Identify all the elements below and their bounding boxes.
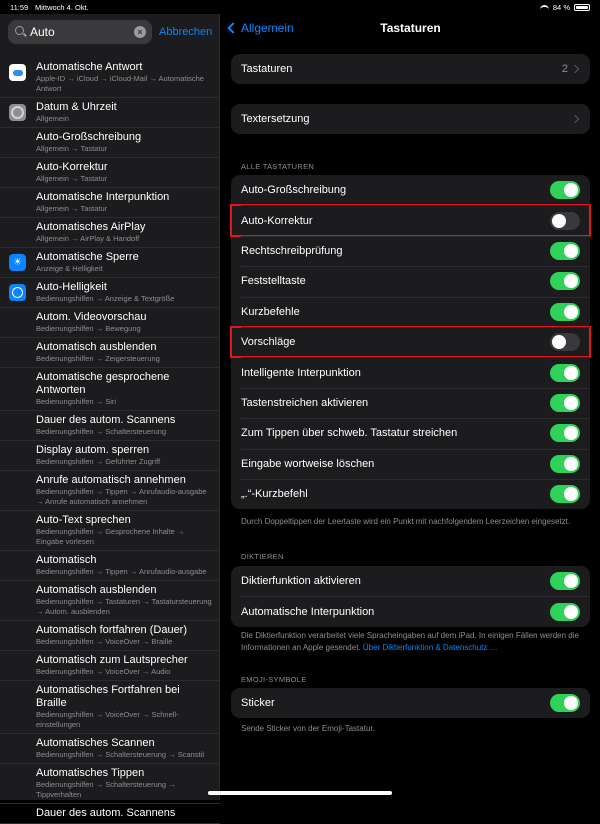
toggle-knob xyxy=(564,696,578,710)
setting-label: Kurzbefehle xyxy=(241,305,300,318)
text-replacement-row[interactable] xyxy=(231,104,590,134)
emoji-group xyxy=(231,688,590,718)
icloud-icon xyxy=(9,64,26,81)
search-result-title: Automatisches AirPlay xyxy=(36,221,146,233)
search-result-item[interactable] xyxy=(0,471,220,511)
toggle-switch[interactable] xyxy=(550,364,580,382)
setting-label: Rechtschreibprüfung xyxy=(241,244,343,257)
search-result-path: Allgemein → AirPlay & Handoff xyxy=(36,234,140,243)
setting-label: Eingabe wortweise löschen xyxy=(241,457,375,470)
toggle-switch[interactable] xyxy=(550,485,580,503)
search-result-title: Automatische Antwort xyxy=(36,61,143,73)
search-result-title: Automatisch fortfahren (Dauer) xyxy=(36,624,188,636)
search-result-title: Automatisches Fortfahren bei Braille xyxy=(36,684,180,709)
toggle-switch[interactable] xyxy=(550,424,580,442)
search-input[interactable] xyxy=(30,25,125,39)
text-replacement-label: Textersetzung xyxy=(241,113,310,126)
search-result-path: Bedienungshilfen → Siri xyxy=(36,397,117,406)
search-result-item[interactable] xyxy=(0,368,220,411)
replacement-group xyxy=(231,104,590,134)
battery-fill xyxy=(576,6,588,9)
search-result-item[interactable] xyxy=(0,308,220,338)
all-keyboards-footer: Durch Doppeltippen der Leertaste wird ein Punkt mit nachfolgendem Leerzeichen eingesetzt. xyxy=(241,517,571,526)
status-bar xyxy=(0,0,600,14)
keyboards-panel xyxy=(221,14,600,800)
keyboards-row[interactable] xyxy=(231,54,590,84)
search-result-title: Automatische Interpunktion xyxy=(36,191,170,203)
setting-row xyxy=(231,236,590,266)
search-result-path: Apple-ID → iCloud → iCloud-Mail → Automatische Antwort xyxy=(36,74,204,93)
search-result-item[interactable] xyxy=(0,218,220,248)
search-result-title: Automatisch zum Lautsprecher xyxy=(36,654,188,666)
search-result-path: Bedienungshilfen → Tastaturen → Tastatursteuerung → Autom. ausblenden xyxy=(36,597,212,616)
search-result-title: Auto-Korrektur xyxy=(36,161,108,173)
search-result-title: Automatisches Tippen xyxy=(36,767,145,779)
search-result-title: Autom. Videovorschau xyxy=(36,311,147,323)
dictation-group xyxy=(231,566,590,627)
gear-icon xyxy=(9,104,26,121)
search-result-path: Bedienungshilfen → Geführter Zugriff xyxy=(36,457,161,466)
chevron-right-icon xyxy=(571,65,579,73)
search-result-item[interactable] xyxy=(0,651,220,681)
setting-label: Diktierfunktion aktivieren xyxy=(241,575,361,588)
search-result-path: Anzeige & Helligkeit xyxy=(36,264,103,273)
toggle-knob xyxy=(564,457,578,471)
toggle-knob xyxy=(564,396,578,410)
search-result-path: Bedienungshilfen → Zeigersteuerung xyxy=(36,354,160,363)
setting-label: Auto-Korrektur xyxy=(241,214,313,227)
setting-label: Auto-Großschreibung xyxy=(241,184,347,197)
setting-label: „.“-Kurzbefehl xyxy=(241,488,308,501)
search-result-path: Bedienungshilfen → VoiceOver → Braille xyxy=(36,637,173,646)
page-title: Tastaturen xyxy=(380,21,441,35)
search-result-path: Bedienungshilfen → VoiceOver → Schnell-einstellungen xyxy=(36,710,179,729)
search-result-item[interactable] xyxy=(0,551,220,581)
toggle-knob xyxy=(564,487,578,501)
toggle-knob xyxy=(564,574,578,588)
setting-row xyxy=(231,327,590,357)
search-result-path: Bedienungshilfen → Tippen → Anrufaudio-ausgabe xyxy=(36,567,207,576)
search-result-title: Display autom. sperren xyxy=(36,444,150,456)
search-result-title: Dauer des autom. Scannens xyxy=(36,414,176,426)
search-result-title: Automatische Sperre xyxy=(36,251,139,263)
search-result-path: Allgemein → Tastatur xyxy=(36,204,108,213)
nav-bar xyxy=(221,14,600,44)
search-result-title: Automatische gesprochene Antworten xyxy=(36,371,170,396)
search-result-item[interactable] xyxy=(0,338,220,368)
settings-sidebar xyxy=(0,14,220,819)
setting-row xyxy=(231,688,590,718)
toggle-switch[interactable] xyxy=(550,394,580,412)
setting-label: Vorschläge xyxy=(241,336,296,349)
keyboards-group xyxy=(231,54,590,84)
search-result-title: Dauer des autom. Scannens xyxy=(36,807,176,819)
setting-row xyxy=(231,449,590,479)
setting-row xyxy=(231,418,590,448)
setting-label: Feststelltaste xyxy=(241,275,306,288)
search-icon xyxy=(15,26,24,35)
setting-label: Automatische Interpunktion xyxy=(241,605,375,618)
chevron-right-icon xyxy=(571,115,579,123)
toggle-switch[interactable] xyxy=(550,603,580,621)
search-result-item[interactable] xyxy=(0,734,220,764)
setting-row xyxy=(231,596,590,626)
status-right xyxy=(540,3,590,12)
search-result-title: Automatisch xyxy=(36,554,97,566)
toggle-switch[interactable] xyxy=(550,694,580,712)
all-keyboards-header: ALLE TASTATUREN xyxy=(241,162,315,171)
search-result-path: Allgemein xyxy=(36,114,69,123)
setting-label: Intelligente Interpunktion xyxy=(241,366,361,379)
search-result-title: Auto-Helligkeit xyxy=(36,281,107,293)
toggle-switch[interactable] xyxy=(550,303,580,321)
setting-row xyxy=(231,205,590,235)
toggle-knob xyxy=(564,274,578,288)
accessibility-icon xyxy=(9,284,26,301)
search-field[interactable] xyxy=(8,20,152,44)
search-result-item[interactable] xyxy=(0,681,220,734)
toggle-knob xyxy=(552,214,566,228)
setting-row xyxy=(231,388,590,418)
setting-row xyxy=(231,175,590,205)
search-result-item[interactable] xyxy=(0,158,220,188)
setting-row xyxy=(231,297,590,327)
sun-icon: ☀ xyxy=(9,254,26,271)
search-result-path: Bedienungshilfen → VoiceOver → Audio xyxy=(36,667,171,676)
battery-icon xyxy=(574,4,590,11)
search-result-item[interactable] xyxy=(0,58,220,98)
keyboards-count: 2 xyxy=(561,63,568,76)
search-result-item[interactable] xyxy=(0,188,220,218)
search-result-path: Bedienungshilfen → Schaltersteuerung xyxy=(36,427,167,436)
search-result-path: Bedienungshilfen → Schaltersteuerung → Tippverhalten xyxy=(36,780,176,799)
search-result-path: Bedienungshilfen → Tippen → Anrufaudio-ausgabe → Anrufe automatisch annehmen xyxy=(36,487,207,506)
search-result-path: Allgemein → Tastatur xyxy=(36,174,108,183)
status-time: 11:59 xyxy=(10,3,29,12)
search-result-title: Auto-Großschreibung xyxy=(36,131,142,143)
search-result-item[interactable] xyxy=(0,581,220,621)
setting-label: Zum Tippen über schweb. Tastatur streichen xyxy=(241,427,458,440)
dictation-header: DIKTIEREN xyxy=(241,552,284,561)
toggle-switch[interactable] xyxy=(550,212,580,230)
search-result-item[interactable] xyxy=(0,621,220,651)
search-result-title: Auto-Text sprechen xyxy=(36,514,131,526)
wifi-icon xyxy=(540,5,549,11)
setting-row xyxy=(231,566,590,596)
toggle-knob xyxy=(564,183,578,197)
back-label: Allgemein xyxy=(241,21,294,35)
search-result-title: Datum & Uhrzeit xyxy=(36,101,117,113)
setting-label: Tastenstreichen aktivieren xyxy=(241,396,369,409)
emoji-footer: Sende Sticker von der Emoji-Tastatur. xyxy=(241,724,375,733)
battery-percent: 84 % xyxy=(552,3,570,12)
search-result-item[interactable] xyxy=(0,128,220,158)
toggle-knob xyxy=(564,305,578,319)
dictation-footer xyxy=(241,630,586,654)
search-result-title: Automatisch ausblenden xyxy=(36,584,157,596)
cancel-button[interactable]: Abbrechen xyxy=(159,26,213,38)
setting-row xyxy=(231,357,590,387)
setting-label: Sticker xyxy=(241,697,275,710)
home-indicator xyxy=(208,791,392,795)
search-result-title: Anrufe automatisch annehmen xyxy=(36,474,186,486)
search-result-item[interactable] xyxy=(0,804,220,824)
search-row xyxy=(8,19,214,45)
search-result-item[interactable] xyxy=(0,248,220,278)
toggle-switch[interactable] xyxy=(550,572,580,590)
toggle-switch[interactable] xyxy=(550,333,580,351)
setting-row xyxy=(231,266,590,296)
search-result-path: Allgemein → Tastatur xyxy=(36,144,108,153)
toggle-switch[interactable] xyxy=(550,181,580,199)
search-result-title: Automatisch ausblenden xyxy=(36,341,157,353)
all-keyboards-group xyxy=(231,175,590,509)
search-results xyxy=(0,58,220,824)
toggle-switch[interactable] xyxy=(550,455,580,473)
search-result-item[interactable] xyxy=(0,441,220,471)
keyboards-row-label: Tastaturen xyxy=(241,63,293,76)
search-result-path: Bedienungshilfen → Gesprochene Inhalte → Eingabe vorlesen xyxy=(36,527,185,546)
search-result-item[interactable] xyxy=(0,278,220,308)
search-result-item[interactable] xyxy=(0,411,220,441)
search-result-item[interactable] xyxy=(0,511,220,551)
toggle-knob xyxy=(564,605,578,619)
search-result-item[interactable] xyxy=(0,764,220,804)
emoji-header: EMOJI-SYMBOLE xyxy=(241,675,307,684)
toggle-knob xyxy=(564,366,578,380)
clear-search-icon[interactable]: × xyxy=(134,26,146,38)
search-result-path: Bedienungshilfen → Bewegung xyxy=(36,324,141,333)
search-result-path: Bedienungshilfen → Anzeige & Textgröße xyxy=(36,294,175,303)
search-result-path: Bedienungshilfen → Schaltersteuerung → Scanstil xyxy=(36,750,205,759)
status-date: Mittwoch 4. Okt. xyxy=(35,3,89,12)
search-result-item[interactable] xyxy=(0,98,220,128)
dictation-footer-text: Die Diktierfunktion verarbeitet viele Spracheingaben auf dem iPad. In einigen Fällen werden die Informationen an Apple gesendet. xyxy=(241,631,579,652)
toggle-switch[interactable] xyxy=(550,242,580,260)
setting-row xyxy=(231,479,590,509)
toggle-switch[interactable] xyxy=(550,272,580,290)
search-result-title: Automatisches Scannen xyxy=(36,737,155,749)
dictation-privacy-link[interactable]: Über Diktierfunktion & Datenschutz … xyxy=(362,643,498,652)
toggle-knob xyxy=(552,335,566,349)
toggle-knob xyxy=(564,244,578,258)
toggle-knob xyxy=(564,426,578,440)
